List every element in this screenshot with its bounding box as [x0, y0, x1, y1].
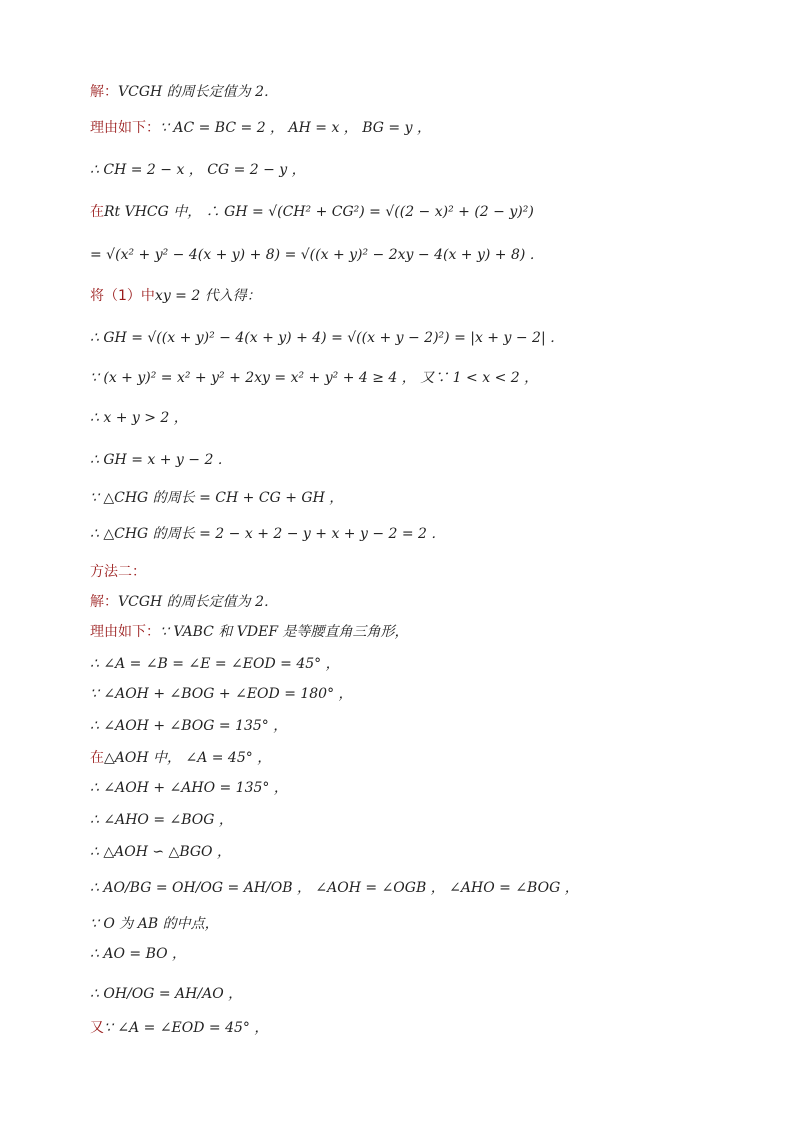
ratio-2-line — [90, 984, 242, 1004]
gh-val-line — [90, 450, 232, 470]
substitute-line — [90, 286, 261, 306]
angles-135-math: ∴ ∠AOH + ∠BOG = 135° ， — [90, 718, 288, 734]
angle-last-math: ∵ ∠A = ∠EOD = 45° ， — [104, 1020, 269, 1036]
aoh-aho-math: ∴ ∠AOH + ∠AHO = 135° ， — [90, 780, 288, 796]
ratio-1-math: ∴ AO/BG = OH/OG = AH/OB ， ∠AOH = ∠OGB ， ∠AHO = ∠BOG ， — [90, 880, 579, 896]
angles-180-math: ∵ ∠AOH + ∠BOG + ∠EOD = 180° ， — [90, 686, 353, 702]
method-2-head: 方法二： — [90, 564, 146, 580]
expand-1-line — [90, 245, 544, 265]
aho-bog-line — [90, 810, 233, 830]
ineq-1-math: ∵ (x + y)² = x² + y² + 2xy = x² + y² + 4 ≥ 4 ， 又∵ 1 < x < 2 ， — [90, 370, 539, 386]
perim-2-line — [90, 524, 445, 544]
expand-1-math: = √(x² + y² − 4(x + y) + 8) = √((x + y)² − 2xy − 4(x + y) + 8) ． — [90, 247, 544, 263]
perim-1-math: ∵ △CHG 的周长 = CH + CG + GH ， — [90, 490, 344, 506]
ineq-1-line — [90, 368, 538, 388]
reason-1-head: 理由如下： — [90, 120, 160, 136]
aho-bog-math: ∴ ∠AHO = ∠BOG ， — [90, 812, 233, 828]
ch-cg-math: ∴ CH = 2 − x ， CG = 2 − y ， — [90, 162, 306, 178]
reason-2-line — [90, 622, 409, 642]
in-aoh-line — [90, 748, 271, 768]
reason-2-math: ∵ VABC 和 VDEF 是等腰直角三角形， — [160, 624, 409, 640]
angles-45-math: ∴ ∠A = ∠B = ∠E = ∠EOD = 45° ， — [90, 656, 340, 672]
solution-2-math: VCGH 的周长定值为 2． — [118, 594, 279, 610]
midpoint-math: ∵ O 为 AB 的中点， — [90, 916, 219, 932]
aoh-aho-line — [90, 778, 288, 798]
method-2-line — [90, 562, 146, 582]
reason-2-head: 理由如下： — [90, 624, 160, 640]
rt-hcg-line — [90, 202, 534, 222]
similar-line — [90, 842, 231, 862]
angle-last-head: 又 — [90, 1020, 104, 1036]
angle-last-line — [90, 1018, 268, 1038]
reason-1-math: ∵ AC = BC = 2 ， AH = x ， BG = y ， — [160, 120, 431, 136]
similar-math: ∴ △AOH ∽ △BGO ， — [90, 844, 231, 860]
perim-1-line — [90, 488, 343, 508]
gh-val-math: ∴ GH = x + y − 2 ． — [90, 452, 232, 468]
ineq-2-line — [90, 408, 188, 428]
ao-bo-math: ∴ AO = BO ， — [90, 946, 187, 962]
ch-cg-line — [90, 160, 306, 180]
substitute-head: 将（1）中 — [90, 288, 155, 304]
ineq-2-math: ∴ x + y > 2 ， — [90, 410, 188, 426]
midpoint-line — [90, 914, 219, 934]
solution-2-line — [90, 592, 278, 612]
solution-1-line — [90, 82, 278, 102]
reason-1-line — [90, 118, 431, 138]
perim-2-math: ∴ △CHG 的周长 = 2 − x + 2 − y + x + y − 2 = 2 ． — [90, 526, 446, 542]
gh-abs-math: ∴ GH = √((x + y)² − 4(x + y) + 4) = √((x + y − 2)²) = |x + y − 2| ． — [90, 330, 565, 346]
angles-45-line — [90, 654, 340, 674]
in-aoh-head: 在 — [90, 750, 104, 766]
in-aoh-math: △AOH 中， ∠A = 45° ， — [104, 750, 272, 766]
solution-2-head: 解： — [90, 594, 118, 610]
angles-135-line — [90, 716, 287, 736]
ratio-1-line — [90, 878, 579, 898]
solution-1-head: 解： — [90, 84, 118, 100]
solution-1-math: VCGH 的周长定值为 2． — [118, 84, 279, 100]
ratio-2-math: ∴ OH/OG = AH/AO ， — [90, 986, 243, 1002]
rt-hcg-head: 在 — [90, 204, 104, 220]
gh-abs-line — [90, 328, 564, 348]
ao-bo-line — [90, 944, 186, 964]
angles-180-line — [90, 684, 353, 704]
substitute-math: xy = 2 代入得： — [154, 288, 261, 304]
rt-hcg-math: Rt VHCG 中， ∴ GH = √(CH² + CG²) = √((2 − x)² + (2 − y)²) — [104, 204, 534, 220]
